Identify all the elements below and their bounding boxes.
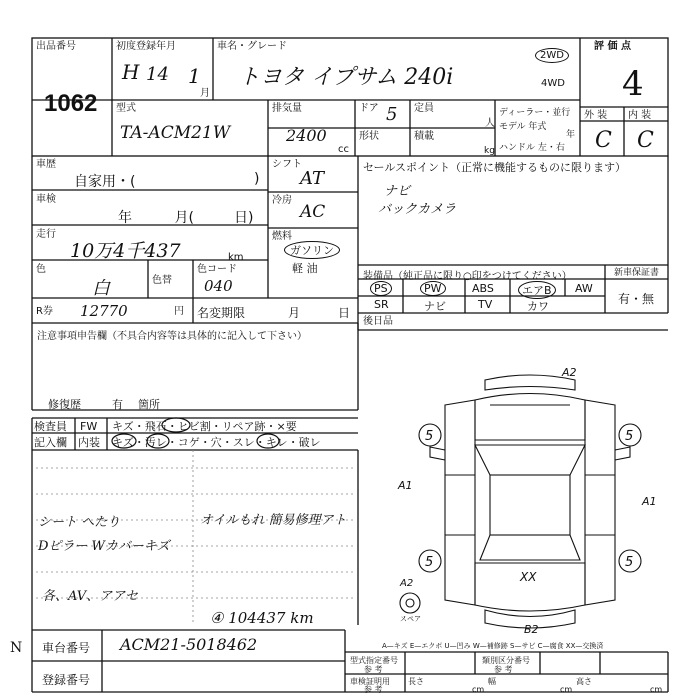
spare-label: スペア [400,615,421,623]
height-unit: cm [650,685,663,694]
drive-4wd: 4WD [541,78,565,89]
wheel-fr-mark: 5 [625,429,634,444]
inspection-value: 年 月( [118,210,194,226]
color-value: 白 [92,278,110,299]
remark-seat: シート へたり [38,515,121,530]
door-label: ドア [359,103,379,114]
handle-label: ハンドル 左・右 [499,143,565,153]
wheel-fl-mark: 5 [425,429,434,444]
exterior-label: 外 装 [584,110,608,121]
mark-left-side: A1 [398,479,413,492]
drive-2wd: 2WD [535,48,569,63]
circle-hiseki [162,418,190,432]
mark-rear-bumper: B2 [524,623,539,636]
cc-unit: cc [338,144,349,155]
circle-kizu [112,434,136,448]
car-name: トヨタ イプサム 240i [238,65,454,90]
fuel-diesel: 軽 油 [292,262,318,275]
ref-label-3: 参 考 [364,685,383,694]
remark-av: 各、AV、アアセ [42,589,138,604]
circle-sure [257,434,279,448]
length-unit: cm [472,685,485,694]
sales-point-label: セールスポイント（正常に機能するものに限ります） [363,161,627,174]
chassis-label: 車台番号 [42,641,91,655]
manual-value: 有・無 [618,292,655,306]
remark-pillar: Dピラー Wカバーキズ [38,539,170,554]
fw-items: キズ・飛石・ヒビ割・リペア跡・×要 [112,420,297,433]
sales-point-line1: ナビ [384,184,411,199]
ac-label: 冷房 [272,195,292,206]
load-label: 積載 [414,131,434,142]
remark-oil: オイルもれ 簡易修理アト [200,513,347,528]
manual-label: 新車保証書 [614,268,660,278]
damage-legend: A—キズ E—エクボ U—凹み W—補修跡 S—サビ C—腐食 XX—交換済 [382,642,604,650]
dealer-label: ディーラー・並行 [499,108,571,118]
name-change-label: 名変期限 [197,306,246,320]
color-label: 色 [36,264,46,275]
equip-pw: PW [420,281,446,296]
fuel-gasoline: ガソリン [284,241,340,259]
circle-yogore [147,434,169,448]
name-change-day: 日 [338,306,351,320]
length-label: 長さ [408,677,424,686]
shift-label: シフト [272,159,302,170]
name-change-month: 月 [288,306,301,320]
mark-front-bumper: A2 [562,366,577,379]
ref-label-1: 参 考 [364,665,383,674]
mark-spare: A2 [400,578,414,589]
inspector-label: 検査員 [34,420,67,433]
model-value: TA-ACM21W [120,123,231,143]
interior-items: キズ・汚レ・コゲ・穴・スレ・キレ・破レ [112,436,321,449]
ref-label-2: 参 考 [494,665,513,674]
recorder-label: 記入欄 [34,436,67,449]
chassis-value: ACM21-5018462 [120,635,258,654]
capacity-label: 定員 [414,103,434,114]
width-unit: cm [560,685,573,694]
mileage-value: 10万4千437 [70,240,181,262]
grade-value: 4 [622,64,644,104]
wheel-rr-mark: 5 [625,555,634,570]
notes-label: 注意事項申告欄（不具合内容等は具体的に記入して下さい） [37,331,307,342]
fuel-label: 燃料 [272,231,292,242]
sales-point-line2: バックカメラ [378,202,457,217]
model-label: 型式 [116,103,136,114]
load-unit: kg [484,146,495,156]
model-year-label: モデル 年式 [499,122,547,132]
mark-right-side: A1 [642,495,657,508]
width-label: 幅 [488,677,496,686]
displacement-value: 2400 [286,126,327,145]
month-suffix: 月 [200,88,210,99]
reg-number-label: 登録番号 [42,673,91,687]
ac-value: AC [300,202,326,222]
repair-value: 有 [112,398,123,411]
model-year-suffix: 年 [566,130,576,140]
repair-label: 修復歴 [48,398,81,411]
shape-label: 形状 [359,131,379,142]
equip-sr: SR [374,298,389,311]
interior-grade: C [637,128,654,153]
lot-number: 1062 [44,90,98,117]
first-registration-era: H [122,60,140,84]
inspection-day: 日) [234,210,254,226]
category-label: 類別区分番号 [482,656,530,665]
history-close: ) [254,171,260,187]
side-mark: N [10,640,23,656]
lot-number-label: 出品番号 [36,41,76,52]
color-code-value: 040 [204,277,233,295]
equip-aw: AW [575,282,593,295]
fw-label: FW [80,420,98,433]
first-registration-month: 1 [188,64,201,88]
color-change-label: 色替 [152,275,172,286]
mileage-unit: km [228,252,244,263]
rear-seat-label: 後日品 [363,316,393,327]
door-value: 5 [386,104,398,125]
remark-mileage: ④ 104437 km [210,609,314,627]
equip-leather: カワ [527,300,549,313]
equipment-label: 装備品（純正品に限り○印をつけてください） [363,271,572,282]
mileage-label: 走行 [36,229,56,240]
history-label: 車歴 [36,159,56,170]
recycle-label: R券 [36,306,53,317]
type-cert-label: 型式指定番号 [350,656,398,665]
first-registration-year: 14 [146,64,169,85]
equip-tv: TV [478,298,493,311]
shift-value: AT [300,168,325,189]
interior-check-label: 内装 [78,436,100,449]
wheel-rl-mark: 5 [425,555,434,570]
capacity-unit: 人 [485,118,495,129]
equip-abs: ABS [472,282,494,295]
recycle-value: 12770 [80,302,128,320]
history-value: 自家用・( [74,174,136,190]
equip-ps: PS [370,281,392,296]
color-code-label: 色コード [197,264,237,275]
grade-label: 評 価 点 [594,41,631,52]
first-registration-label: 初度登録年月 [116,41,176,52]
equip-airbag: エアB [518,281,556,299]
interior-label: 内 装 [628,110,652,121]
mark-rear-hatch: XX [520,570,537,584]
repair-place: 箇所 [138,398,160,411]
height-label: 高さ [576,677,592,686]
displacement-label: 排気量 [272,103,302,114]
exterior-grade: C [595,128,612,153]
cert-no-label: 車検証明用 [350,677,390,686]
equip-navi: ナビ [424,300,446,313]
car-damage-diagram [390,365,668,640]
recycle-unit: 円 [174,306,184,317]
car-name-label: 車名・グレード [217,41,287,52]
inspection-label: 車検 [36,194,56,205]
